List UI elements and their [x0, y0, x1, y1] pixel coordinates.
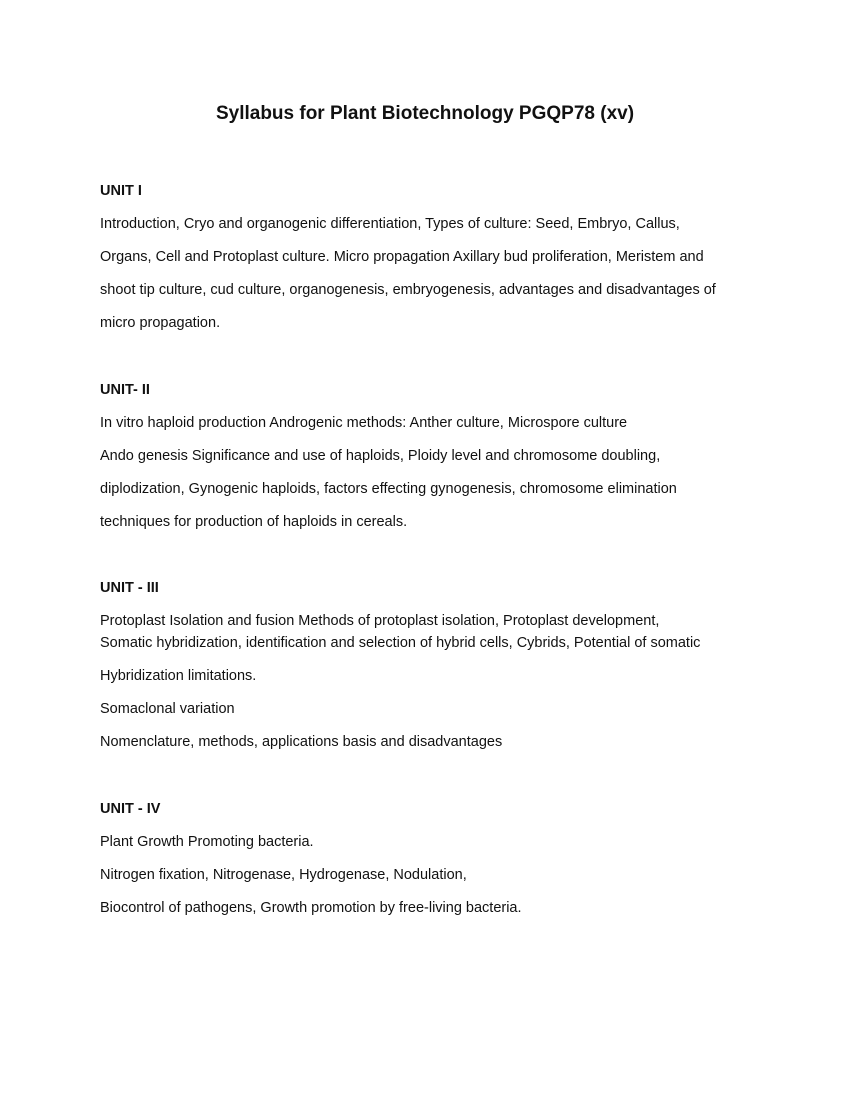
unit-heading: UNIT- II: [100, 382, 150, 398]
unit-section-2: [100, 380, 760, 545]
document-title: Syllabus for Plant Biotechnology PGQP78 (xv): [215, 103, 635, 124]
unit-text-line: In vitro haploid production Androgenic methods: Anther culture, Microspore culture: [100, 415, 628, 431]
unit-section-1: [100, 181, 760, 346]
unit-text-line: Hybridization limitations.: [100, 668, 257, 684]
unit-heading: UNIT - IV: [100, 801, 161, 817]
unit-text-line: Organs, Cell and Protoplast culture. Micro propagation Axillary bud proliferation, Meristem and: [100, 249, 704, 265]
unit-text-line: Nitrogen fixation, Nitrogenase, Hydrogenase, Nodulation,: [100, 867, 467, 883]
unit-text-line: Somaclonal variation: [100, 701, 235, 717]
unit-text-line: techniques for production of haploids in cereals.: [100, 514, 408, 530]
unit-section-3: [100, 578, 760, 765]
unit-text-line: diplodization, Gynogenic haploids, factors effecting gynogenesis, chromosome elimination: [100, 481, 677, 497]
unit-text-line: Introduction, Cryo and organogenic differentiation, Types of culture: Seed, Embryo, Callus,: [100, 216, 680, 232]
unit-text-line: Protoplast Isolation and fusion Methods of protoplast isolation, Protoplast development,: [100, 613, 660, 629]
unit-text-line: Nomenclature, methods, applications basis and disadvantages: [100, 734, 503, 750]
unit-text-line: Biocontrol of pathogens, Growth promotion by free-living bacteria.: [100, 900, 522, 916]
unit-heading: UNIT - III: [100, 580, 159, 596]
unit-text-line: shoot tip culture, cud culture, organogenesis, embryogenesis, advantages and disadvantages of: [100, 282, 716, 298]
unit-text-line: Somatic hybridization, identification and selection of hybrid cells, Cybrids, Potential of somatic: [100, 635, 701, 651]
unit-text-line: Ando genesis Significance and use of haploids, Ploidy level and chromosome doubling,: [100, 448, 661, 464]
unit-text-line: Plant Growth Promoting bacteria.: [100, 834, 314, 850]
unit-heading: UNIT I: [100, 183, 142, 199]
unit-section-4: [100, 799, 760, 931]
unit-text-line: micro propagation.: [100, 315, 221, 331]
